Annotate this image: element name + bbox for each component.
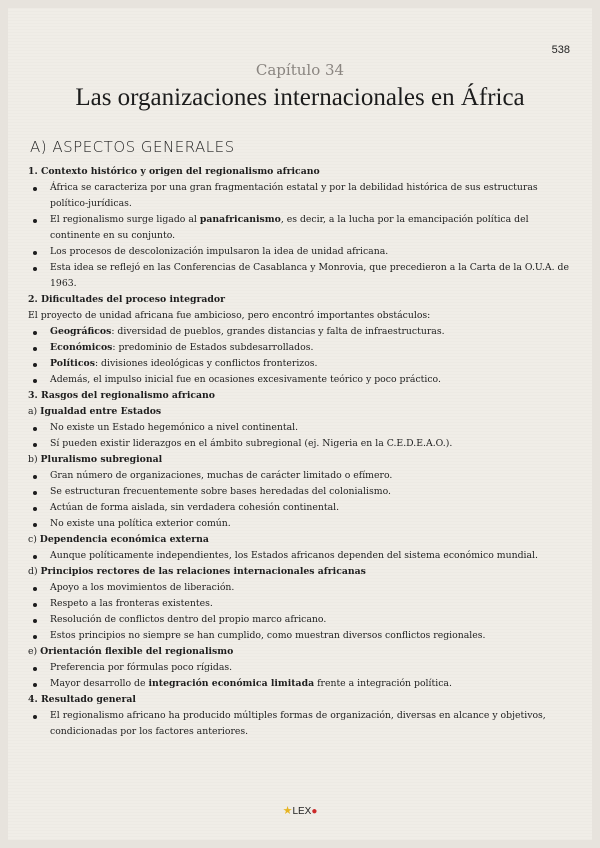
footer-logo — [8, 804, 592, 817]
list-item — [28, 676, 576, 692]
subheading — [28, 452, 576, 468]
text-run: Esta idea se reflejó en las Conferencias de Casablanca y Monrovia, que precedieron a la Carta de la O.U.A. de 1963. — [50, 262, 569, 289]
page-number: 538 — [551, 44, 570, 56]
subheading — [28, 404, 576, 420]
list-item — [28, 516, 576, 532]
page-title: Las organizaciones internacionales en África — [75, 84, 525, 111]
text-run: Mayor desarrollo de — [50, 678, 149, 689]
list-item — [28, 660, 576, 676]
numbered-heading: 1. Contexto histórico y origen del regionalismo africano — [28, 166, 320, 177]
numbered-heading: 4. Resultado general — [28, 694, 136, 705]
text-run: : predominio de Estados subdesarrollados. — [112, 342, 314, 353]
text-run: Los procesos de descolonización impulsaron la idea de unidad africana. — [50, 246, 389, 257]
subheading-text: Igualdad entre Estados — [40, 406, 162, 417]
drop-icon: ● — [311, 806, 318, 817]
subheading-text: Orientación flexible del regionalismo — [40, 646, 234, 657]
bold-term: Geográficos — [50, 326, 112, 337]
list-item — [28, 356, 576, 372]
subheading-text: Dependencia económica externa — [39, 534, 209, 545]
text-run: Apoyo a los movimientos de liberación. — [50, 582, 235, 593]
document-page — [8, 8, 592, 840]
list-item — [28, 468, 576, 484]
section-heading: A) ASPECTOS GENERALES — [30, 138, 235, 156]
list-item — [28, 372, 576, 388]
paragraph — [28, 308, 576, 324]
list-item — [28, 612, 576, 628]
text-run: Se estructuran frecuentemente sobre bases heredadas del colonialismo. — [50, 486, 391, 497]
list-item — [28, 436, 576, 452]
list-item — [28, 548, 576, 564]
subheading-letter: b) — [28, 454, 41, 465]
list-item — [28, 260, 576, 292]
subheading — [28, 644, 576, 660]
text-run: Estos principios no siempre se han cumplido, como muestran diversos conflictos regionales. — [50, 630, 486, 641]
subheading-text: Pluralismo subregional — [40, 454, 163, 465]
text-run: Actúan de forma aislada, sin verdadera cohesión continental. — [50, 502, 340, 513]
subheading-text: Principios rectores de las relaciones internacionales africanas — [40, 566, 366, 577]
text-run: No existe un Estado hegemónico a nivel continental. — [50, 422, 299, 433]
list-item — [28, 708, 576, 740]
text-run: Gran número de organizaciones, muchas de carácter limitado o efímero. — [50, 470, 393, 481]
numbered-heading: 2. Dificultades del proceso integrador — [28, 294, 226, 305]
subheading — [28, 532, 576, 548]
list-item — [28, 420, 576, 436]
bold-term: Políticos — [50, 358, 95, 369]
text-run: África se caracteriza por una gran fragmentación estatal y por la debilidad histórica de sus estructuras político-jurídicas. — [50, 182, 538, 209]
bold-term: panafricanismo — [199, 214, 281, 225]
text-run: El proyecto de unidad africana fue ambicioso, pero encontró importantes obstáculos: — [28, 310, 431, 321]
list-item — [28, 628, 576, 644]
list-item — [28, 340, 576, 356]
text-run: Sí pueden existir liderazgos en el ámbito subregional (ej. Nigeria en la C.E.D.E.A.O.). — [50, 438, 453, 449]
subheading-letter: a) — [28, 406, 41, 417]
list-item — [28, 212, 576, 244]
text-run: Preferencia por fórmulas poco rígidas. — [50, 662, 233, 673]
list-item — [28, 324, 576, 340]
list-item — [28, 596, 576, 612]
subheading-letter: c) — [28, 534, 40, 545]
chapter-label: Capítulo 34 — [255, 61, 345, 79]
list-item — [28, 580, 576, 596]
text-run: : diversidad de pueblos, grandes distancias y falta de infraestructuras. — [111, 326, 445, 337]
star-icon: ★ — [282, 805, 293, 817]
text-run: frente a integración política. — [314, 678, 452, 689]
text-run: Respeto a las fronteras existentes. — [50, 598, 213, 609]
list-item — [28, 180, 576, 212]
logo-text: LEX — [292, 806, 312, 817]
text-run: Aunque políticamente independientes, los Estados africanos dependen del sistema económico mundial. — [50, 550, 538, 561]
text-run: Además, el impulso inicial fue en ocasiones excesivamente teórico y poco práctico. — [50, 374, 441, 385]
subheading-letter: e) — [28, 646, 41, 657]
list-item — [28, 244, 576, 260]
numbered-heading: 3. Rasgos del regionalismo africano — [28, 390, 215, 401]
text-run: No existe una política exterior común. — [50, 518, 231, 529]
text-run: El regionalismo africano ha producido múltiples formas de organización, diversas en alcance y objetivos, condicionadas por los factores anteriores. — [50, 710, 546, 737]
text-run: , es decir, a la lucha por la emancipación política del continente en su conjunto. — [50, 214, 529, 241]
text-run: El regionalismo surge ligado al — [50, 214, 200, 225]
text-run: : divisiones ideológicas y conflictos fronterizos. — [94, 358, 318, 369]
text-run: Resolución de conflictos dentro del propio marco africano. — [50, 614, 327, 625]
document-body — [28, 164, 576, 740]
list-item — [28, 500, 576, 516]
list-item — [28, 484, 576, 500]
subheading-letter: d) — [28, 566, 41, 577]
bold-term: integración económica limitada — [148, 678, 315, 689]
subheading — [28, 564, 576, 580]
bold-term: Económicos — [50, 342, 113, 353]
